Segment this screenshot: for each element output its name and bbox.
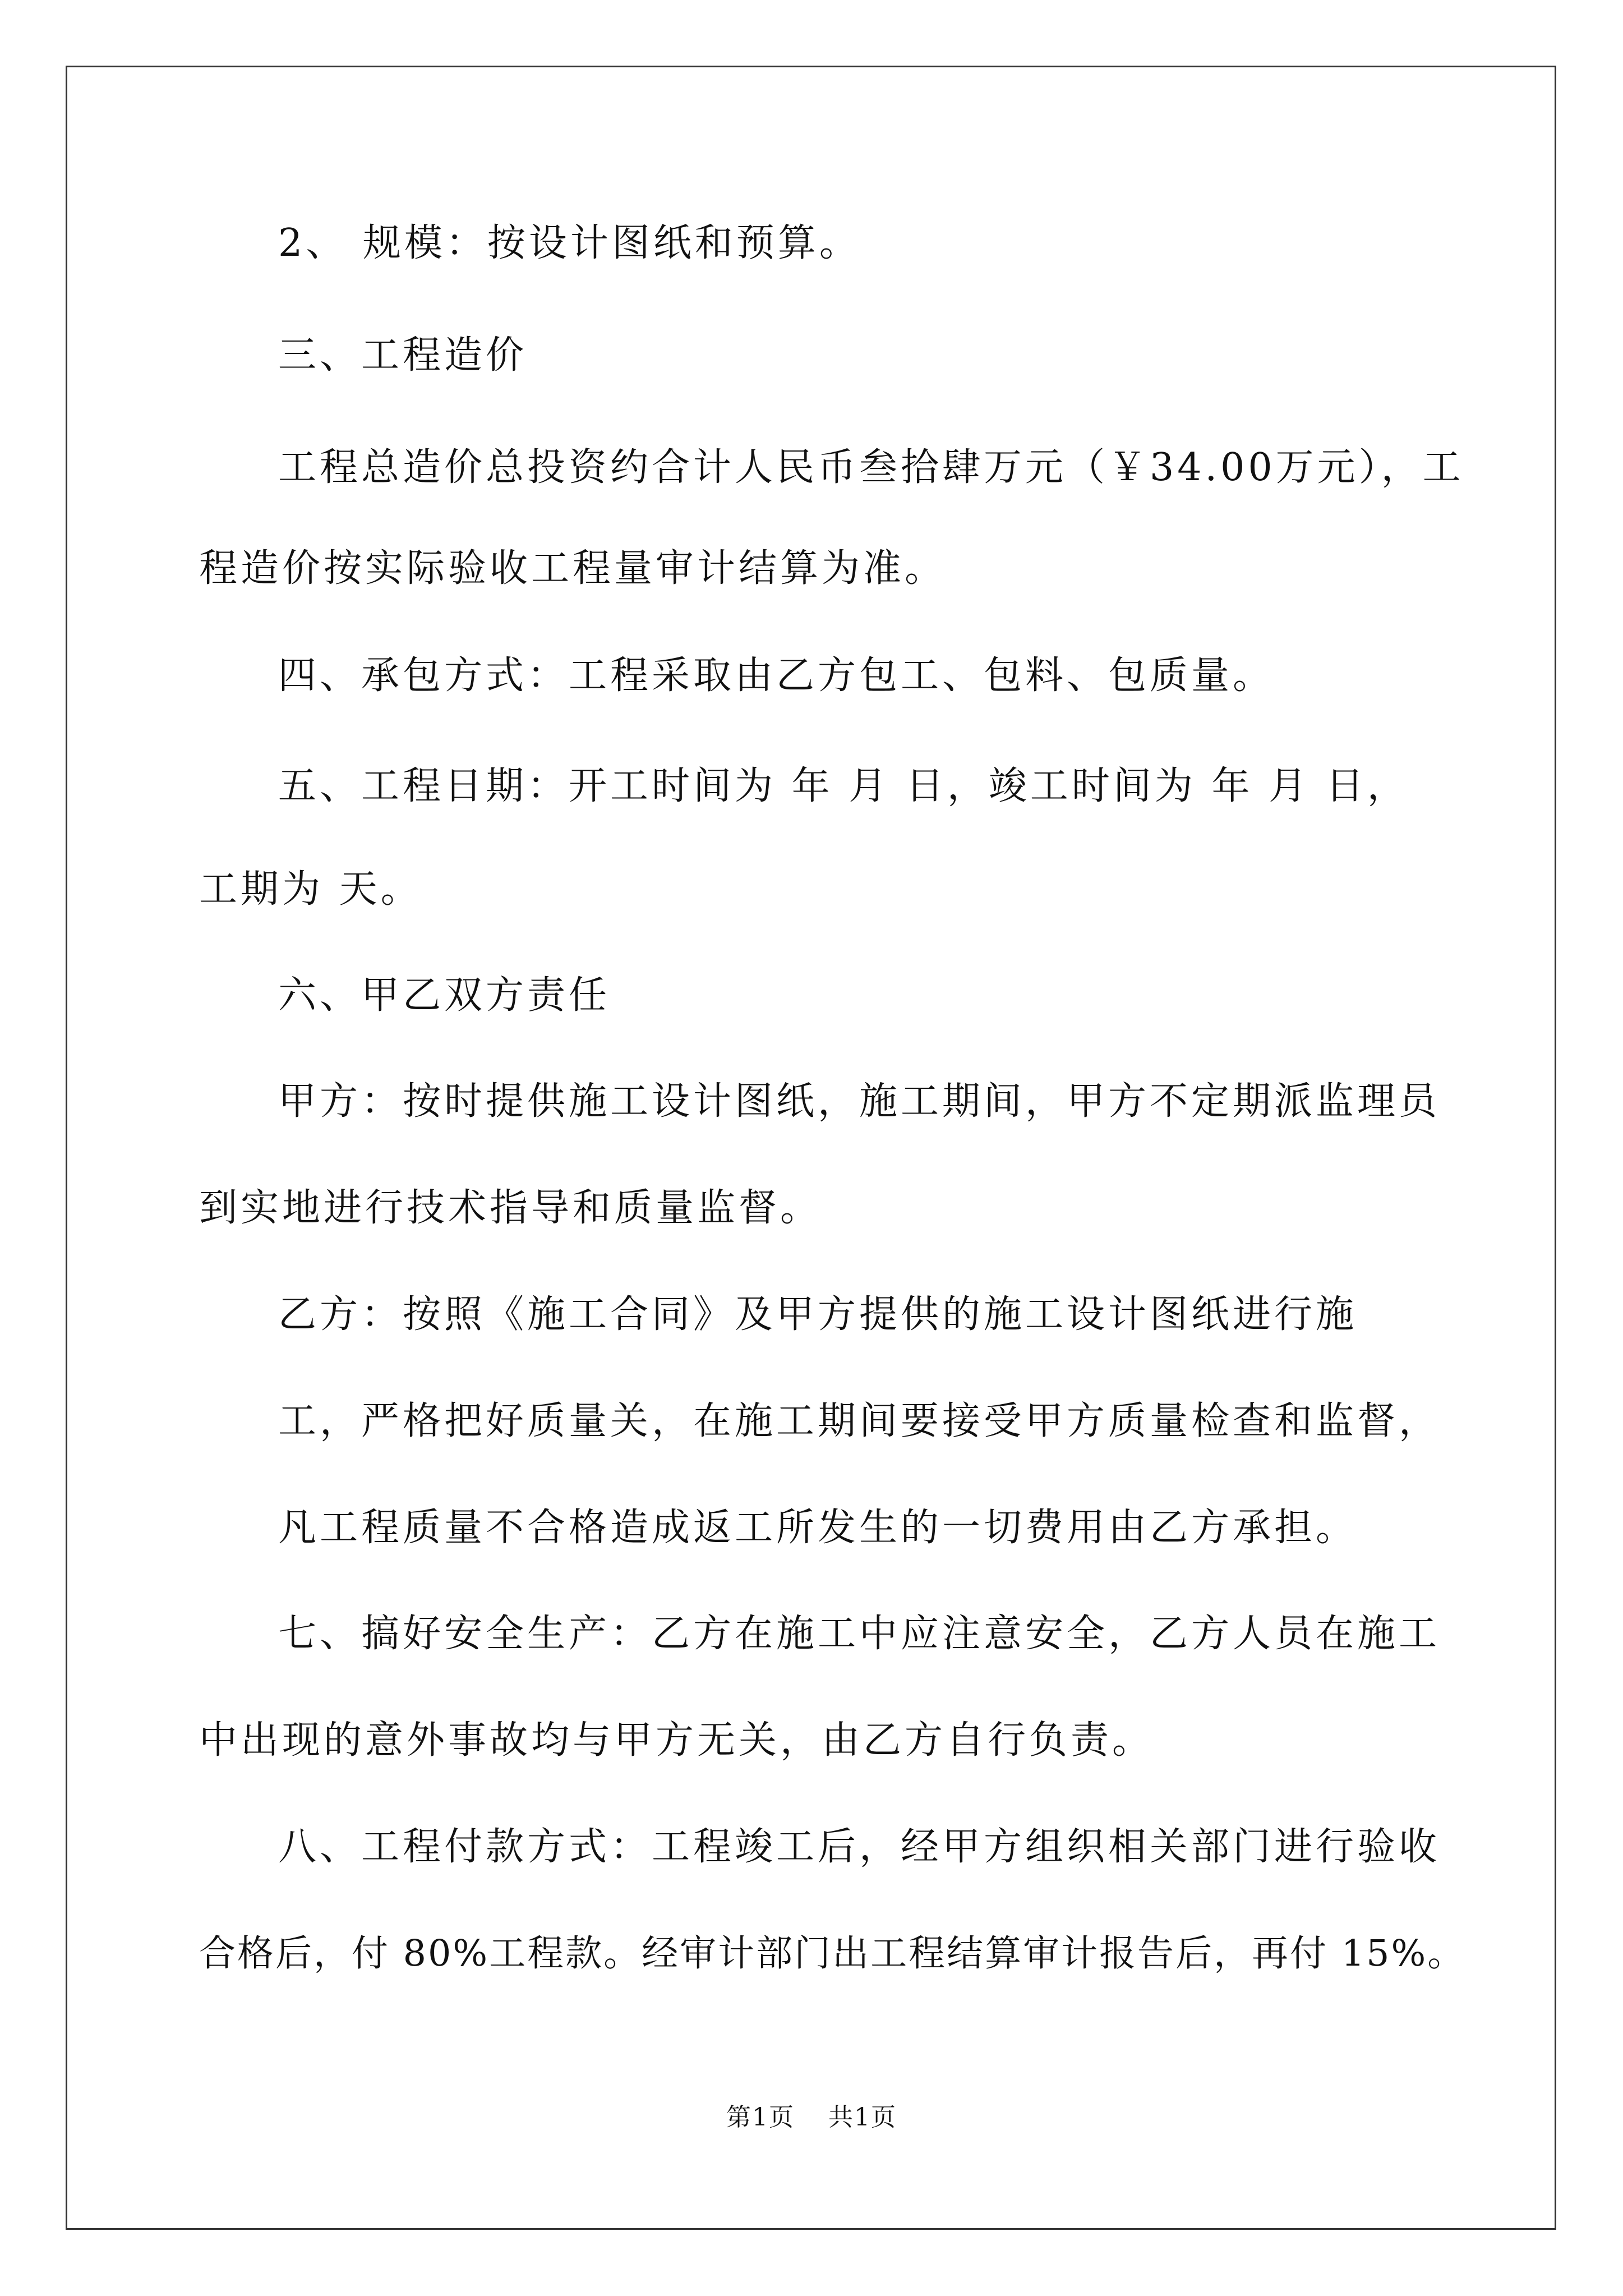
text-line: 甲方：按时提供施工设计图纸，施工期间，甲方不定期派监理员 <box>278 1079 1441 1124</box>
text-line: 四、承包方式：工程采取由乙方包工、包料、包质量。 <box>278 654 1275 698</box>
text-line: 工期为 天。 <box>199 867 422 912</box>
text-line: 中出现的意外事故均与甲方无关，由乙方自行负责。 <box>199 1718 1154 1763</box>
text-line: 七、搞好安全生产：乙方在施工中应注意安全，乙方人员在施工 <box>278 1612 1441 1656</box>
text-line: 五、工程日期：开工时间为 年 月 日，竣工时间为 年 月 日， <box>278 764 1409 808</box>
text-line: 乙方：按照《施工合同》及甲方提供的施工设计图纸进行施 <box>278 1292 1358 1337</box>
text-line: 合格后，付 80%工程款。经审计部门出工程结算审计报告后，再付 15%。 <box>199 1932 1466 1975</box>
section-heading: 六、甲乙双方责任 <box>278 973 611 1018</box>
text-line: 工程总造价总投资约合计人民币叁拾肆万元（￥34.00万元），工 <box>278 445 1464 490</box>
text-line: 凡工程质量不合格造成返工所发生的一切费用由乙方承担。 <box>278 1506 1358 1550</box>
page-footer <box>0 2101 1623 2134</box>
text-line: 到实地进行技术指导和质量监督。 <box>199 1186 822 1230</box>
text-line: 2、 规模：按设计图纸和预算。 <box>278 221 861 265</box>
section-heading: 三、工程造价 <box>278 333 528 378</box>
page-border <box>66 66 1556 2230</box>
text-line: 八、工程付款方式：工程竣工后，经甲方组织相关部门进行验收 <box>278 1825 1441 1869</box>
page-number: 第1页 <box>726 2103 795 2132</box>
page-total: 共1页 <box>828 2103 897 2132</box>
text-line: 程造价按实际验收工程量审计结算为准。 <box>199 546 947 591</box>
text-line: 工，严格把好质量关，在施工期间要接受甲方质量检查和监督， <box>278 1399 1441 1443</box>
